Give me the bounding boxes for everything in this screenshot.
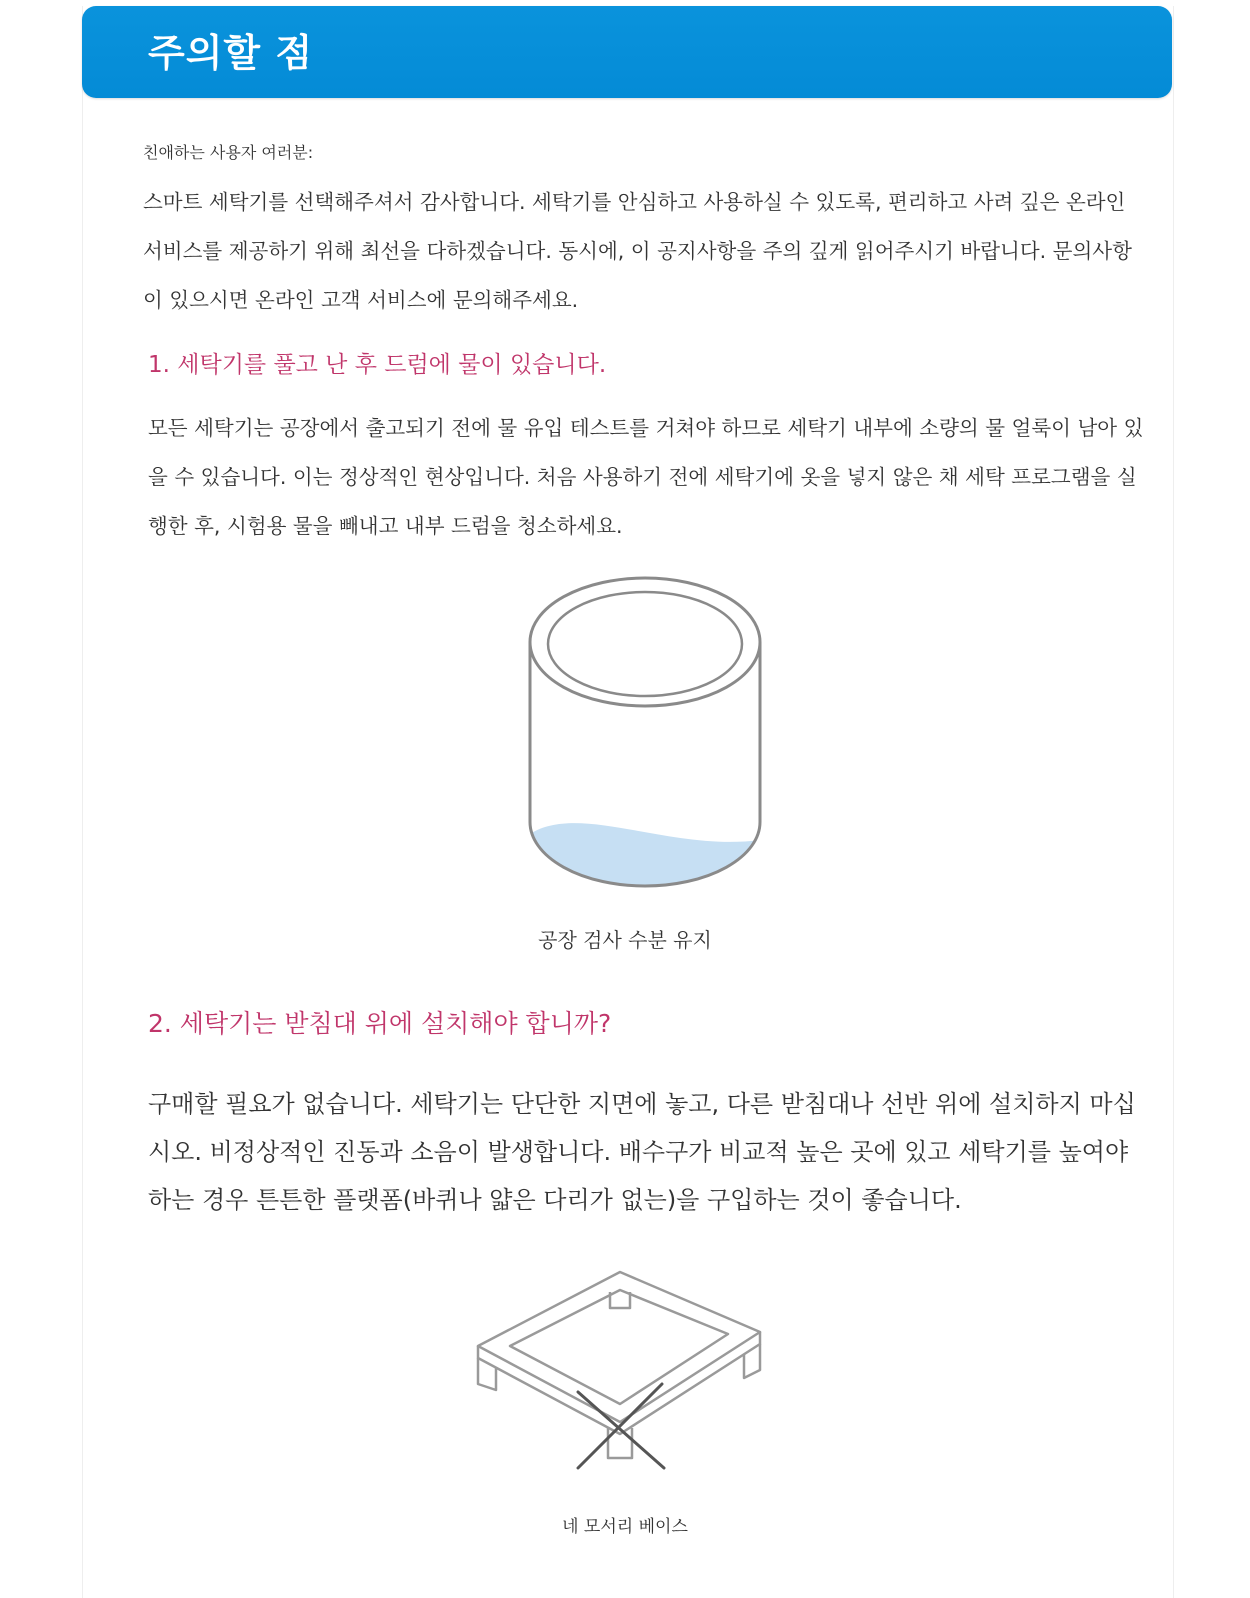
section-2-heading: 2. 세탁기는 받침대 위에 설치해야 합니까? [148,1009,612,1038]
section-2-body: 구매할 필요가 없습니다. 세탁기는 단단한 지면에 놓고, 다른 받침대나 선반 위에 설치하지 마십시오. 비정상적인 진동과 소음이 발생합니다. 배수구가 비교적 높은 곳에 있고 세탁기를 높여야 하는 경우 튼튼한 플랫폼(바퀴나 얇은 다리가 없는)을 구입하는 것이 좋습니다. [148,1090,1136,1214]
drum-water [530,823,760,900]
base-frame-side [478,1332,760,1434]
figure-2-caption: 네 모서리 베이스 [562,1517,688,1537]
intro-paragraph: 스마트 세탁기를 선택해주셔서 감사합니다. 세탁기를 안심하고 사용하실 수 있도록, 편리하고 사려 깊은 온라인 서비스를 제공하기 위해 최선을 다하겠습니다. 동시에, 이 공지사항을 주의 깊게 읽어주시기 바랍니다. 문의사항이 있으시면 온라인 고객 서비스에 문의해주세요. [143,190,1132,312]
page-title: 주의할 점 [148,31,314,75]
figure-1-caption: 공장 검사 수분 유지 [538,928,712,952]
drum-water-illustration [520,570,770,900]
section-1-body: 모든 세탁기는 공장에서 출고되기 전에 물 유입 테스트를 거쳐야 하므로 세탁기 내부에 소량의 물 얼룩이 남아 있을 수 있습니다. 이는 정상적인 현상입니다. 처음 사용하기 전에 세탁기에 옷을 넣지 않은 채 세탁 프로그램을 실행한 후, 시험용 물을 빼내고 내부 드럼을 청소하세요. [148,416,1144,538]
drum-rim-outer [530,578,760,706]
section-1-heading: 1. 세탁기를 풀고 난 후 드럼에 물이 있습니다. [148,352,607,378]
four-corner-base-illustration [460,1262,780,1482]
base-frame-outer [478,1272,760,1422]
greeting-text: 친애하는 사용자 여러분: [143,143,314,162]
